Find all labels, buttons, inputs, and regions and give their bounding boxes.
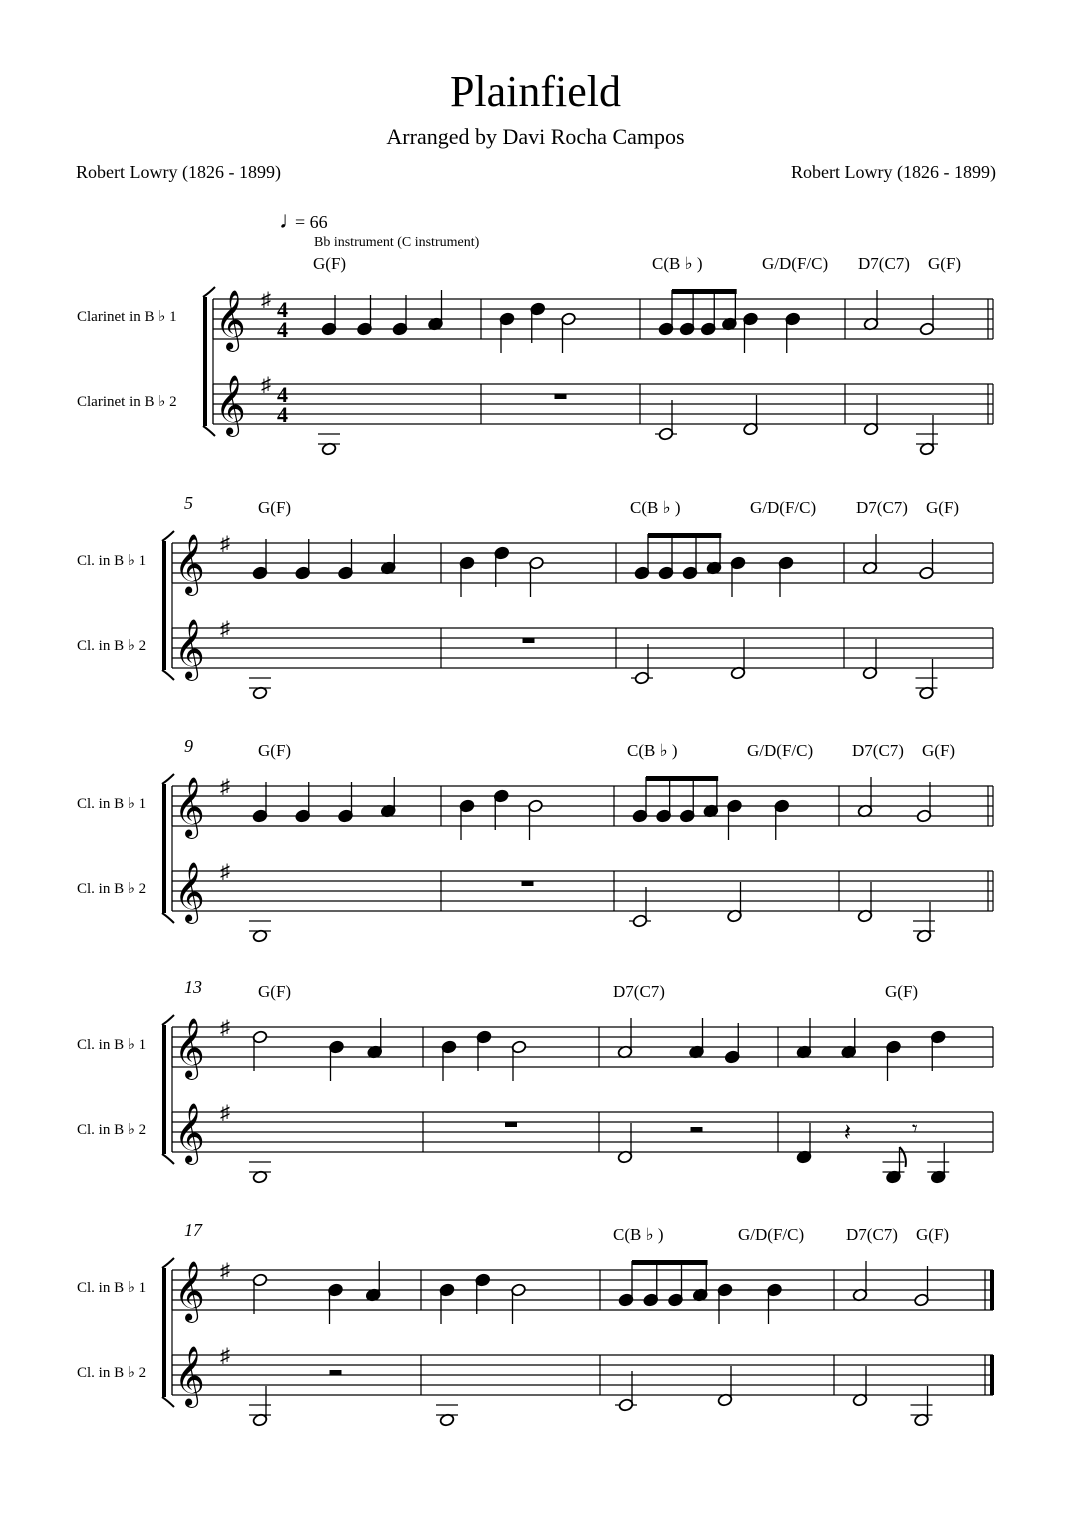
score-title: Plainfield [449, 67, 622, 116]
eighth-beam [646, 776, 718, 781]
treble-clef-icon: 𝄞 [174, 621, 205, 678]
system-bracket [162, 1154, 174, 1164]
instrument-label: Cl. in B ♭ 1 [77, 553, 147, 569]
chord-symbol: G(F) [926, 498, 960, 517]
measure-number: 13 [184, 977, 202, 997]
chord-symbol: D7(C7) [856, 498, 908, 517]
time-signature-bottom: 4 [277, 402, 288, 427]
instrument-label: Clarinet in B ♭ 1 [77, 309, 177, 325]
system-bracket [203, 287, 215, 297]
eighth-beam [672, 289, 737, 294]
system-bracket [162, 913, 174, 923]
chord-symbol: G/D(F/C) [762, 254, 829, 273]
measure-number: 5 [184, 493, 193, 513]
chord-symbol: C(B ♭ ) [652, 254, 703, 273]
key-signature-sharp: ♯ [220, 1017, 230, 1039]
eighth-rest: 𝄾 [911, 1116, 918, 1141]
system-bracket [203, 426, 215, 436]
key-signature-sharp: ♯ [220, 1345, 230, 1367]
arranger-credit: Arranged by Davi Rocha Campos [386, 124, 685, 149]
key-signature-sharp: ♯ [220, 1260, 230, 1282]
composer-right: Robert Lowry (1826 - 1899) [791, 162, 996, 182]
measure-number: 17 [184, 1220, 202, 1240]
tempo-quarter-note-icon: ♩ [279, 208, 303, 234]
instrument-label: Cl. in B ♭ 1 [77, 1280, 147, 1296]
chord-symbol: C(B ♭ ) [613, 1225, 664, 1244]
eighth-beam [648, 533, 721, 538]
quarter-rest: 𝄽 [843, 1120, 852, 1146]
instrument-label: Cl. in B ♭ 1 [77, 796, 147, 812]
whole-rest [505, 1122, 517, 1127]
chord-symbol: D7(C7) [613, 982, 665, 1001]
eighth-flag [900, 1147, 906, 1167]
chord-symbol: G(F) [313, 254, 347, 273]
chord-symbol: G(F) [258, 982, 292, 1001]
key-signature-sharp: ♯ [220, 533, 230, 555]
chord-symbol: G(F) [916, 1225, 950, 1244]
instrument-label: Clarinet in B ♭ 2 [77, 394, 177, 410]
chord-symbol: C(B ♭ ) [630, 498, 681, 517]
system-bracket [162, 1397, 174, 1407]
key-signature-sharp: ♯ [220, 776, 230, 798]
chord-symbol: D7(C7) [852, 741, 904, 760]
treble-clef-icon: 𝄞 [174, 1348, 205, 1405]
system-bracket [162, 1258, 174, 1268]
treble-clef-icon: 𝄞 [174, 536, 205, 593]
half-rest [330, 1370, 342, 1375]
tempo-marking: = 66 [295, 212, 328, 232]
instrument-label: Cl. in B ♭ 1 [77, 1037, 147, 1053]
instrument-label: Cl. in B ♭ 2 [77, 1122, 147, 1138]
treble-clef-icon: 𝄞 [174, 1105, 205, 1162]
key-signature-sharp: ♯ [261, 374, 271, 396]
final-bar-line [990, 1355, 994, 1395]
key-signature-sharp: ♯ [220, 861, 230, 883]
treble-clef-icon: 𝄞 [174, 864, 205, 921]
chord-symbol: G/D(F/C) [747, 741, 814, 760]
key-signature-sharp: ♯ [261, 289, 271, 311]
system-bracket [162, 1015, 174, 1025]
chord-symbol: G(F) [928, 254, 962, 273]
chord-symbol: G/D(F/C) [750, 498, 817, 517]
whole-rest [523, 638, 535, 643]
time-signature-bottom: 4 [277, 317, 288, 342]
instrument-label: Cl. in B ♭ 2 [77, 1365, 147, 1381]
instrument-label: Cl. in B ♭ 2 [77, 881, 147, 897]
chord-symbol: C(B ♭ ) [627, 741, 678, 760]
chord-symbol: D7(C7) [858, 254, 910, 273]
system-bracket [162, 774, 174, 784]
chord-symbol: G(F) [885, 982, 919, 1001]
treble-clef-icon: 𝄞 [174, 779, 205, 836]
chord-symbol: G(F) [922, 741, 956, 760]
chord-symbol: G(F) [258, 498, 292, 517]
treble-clef-icon: 𝄞 [215, 377, 246, 434]
time-signature-top: 4 [277, 297, 288, 322]
key-signature-sharp: ♯ [220, 1102, 230, 1124]
half-rest [691, 1127, 703, 1132]
time-signature-top: 4 [277, 382, 288, 407]
whole-rest [522, 881, 534, 886]
chord-symbol: G(F) [258, 741, 292, 760]
chord-symbol: D7(C7) [846, 1225, 898, 1244]
final-bar-line [990, 1270, 994, 1310]
system-bracket [162, 531, 174, 541]
treble-clef-icon: 𝄞 [174, 1263, 205, 1320]
eighth-beam [632, 1260, 708, 1265]
key-signature-sharp: ♯ [220, 618, 230, 640]
composer-left: Robert Lowry (1826 - 1899) [76, 162, 281, 182]
system-bracket [162, 670, 174, 680]
whole-rest [555, 394, 567, 399]
instrument-label: Cl. in B ♭ 2 [77, 638, 147, 654]
treble-clef-icon: 𝄞 [215, 292, 246, 349]
treble-clef-icon: 𝄞 [174, 1020, 205, 1077]
chord-symbol: G/D(F/C) [738, 1225, 805, 1244]
instrument-note: Bb instrument (C instrument) [314, 235, 480, 250]
measure-number: 9 [184, 736, 193, 756]
